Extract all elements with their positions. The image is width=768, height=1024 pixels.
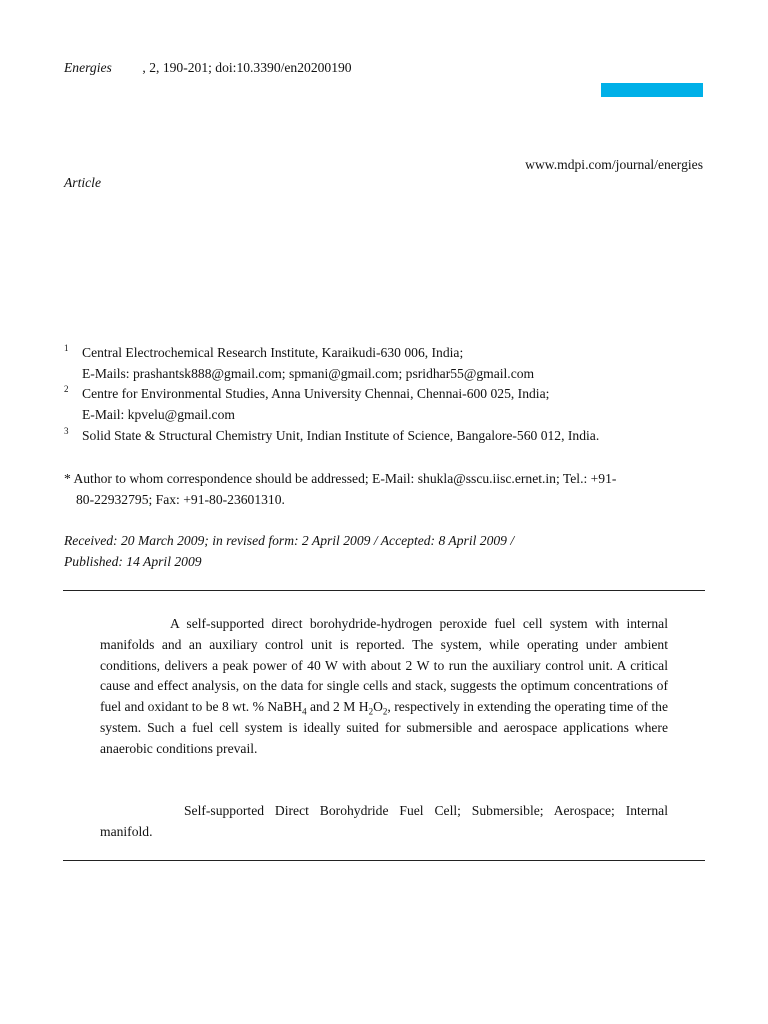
dates-line-1: Received: 20 March 2009; in revised form: 2 April 2009 / Accepted: 8 April 2009 / [64, 533, 515, 548]
correspondence-line-2: 80-22932795; Fax: +91-80-23601310. [76, 492, 285, 507]
abstract-text-2: and 2 M H [306, 699, 369, 715]
affiliation-emails: E-Mails: prashantsk888@gmail.com; spmani@gmail.com; psridhar55@gmail.com [82, 366, 535, 381]
affiliation-marker: 2 [64, 384, 69, 394]
correspondence-note [64, 468, 704, 510]
dates-line-2: Published: 14 April 2009 [64, 554, 202, 569]
abstract-text-3: O [373, 699, 383, 715]
publication-dates [64, 530, 514, 572]
journal-accent-bar [601, 83, 703, 97]
affiliation-marker: 3 [64, 426, 69, 436]
journal-citation-line [64, 60, 352, 76]
subscript: 2 [368, 706, 374, 717]
affiliation-text: Solid State & Structural Chemistry Unit, Indian Institute of Science, Bangalore-560 012, India. [82, 428, 600, 443]
journal-name: Energies [64, 60, 112, 75]
article-type-label: Article [64, 175, 101, 190]
keywords-text: Self-supported Direct Borohydride Fuel Cell; Submersible; Aerospace; Internal manifold. [100, 803, 668, 839]
subscript: 4 [302, 706, 307, 717]
affiliation-text: Central Electrochemical Research Institute, Karaikudi-630 006, India; [82, 345, 464, 360]
abstract-text-4: , respectively in extending the operating time of the system. Such a fuel cell system is ideally suited for submersible and aerospace applications where anaerobic conditions prevail. [100, 699, 668, 756]
affiliation-text: Centre for Environmental Studies, Anna University Chennai, Chennai-600 025, India; [82, 386, 550, 401]
top-divider [63, 590, 705, 591]
keywords-paragraph [100, 801, 668, 843]
affiliation-emails: E-Mail: kpvelu@gmail.com [82, 407, 235, 422]
abstract-text-1: A self-supported direct borohydride-hydrogen peroxide fuel cell system with internal manifolds and an auxiliary control unit is reported. The system, while operating under ambient conditions, delivers a peak power of 40 W with about 2 W to run the auxiliary control unit. A critical cause and effect analysis, on the data for single cells and stack, suggests the optimum concentrations of fuel and oxidant to be 8 wt. % NaBH [100, 616, 668, 715]
correspondence-line-1: * Author to whom correspondence should be addressed; E-Mail: shukla@sscu.iisc.ernet.in; Tel.: +91- [64, 471, 617, 486]
affiliation-marker: 1 [64, 343, 69, 353]
bottom-divider [63, 860, 705, 861]
subscript: 2 [382, 706, 388, 717]
citation-text: , 2, 190-201; doi:10.3390/en20200190 [142, 60, 352, 75]
journal-website[interactable]: www.mdpi.com/journal/energies [525, 157, 703, 172]
abstract-paragraph [100, 614, 668, 760]
